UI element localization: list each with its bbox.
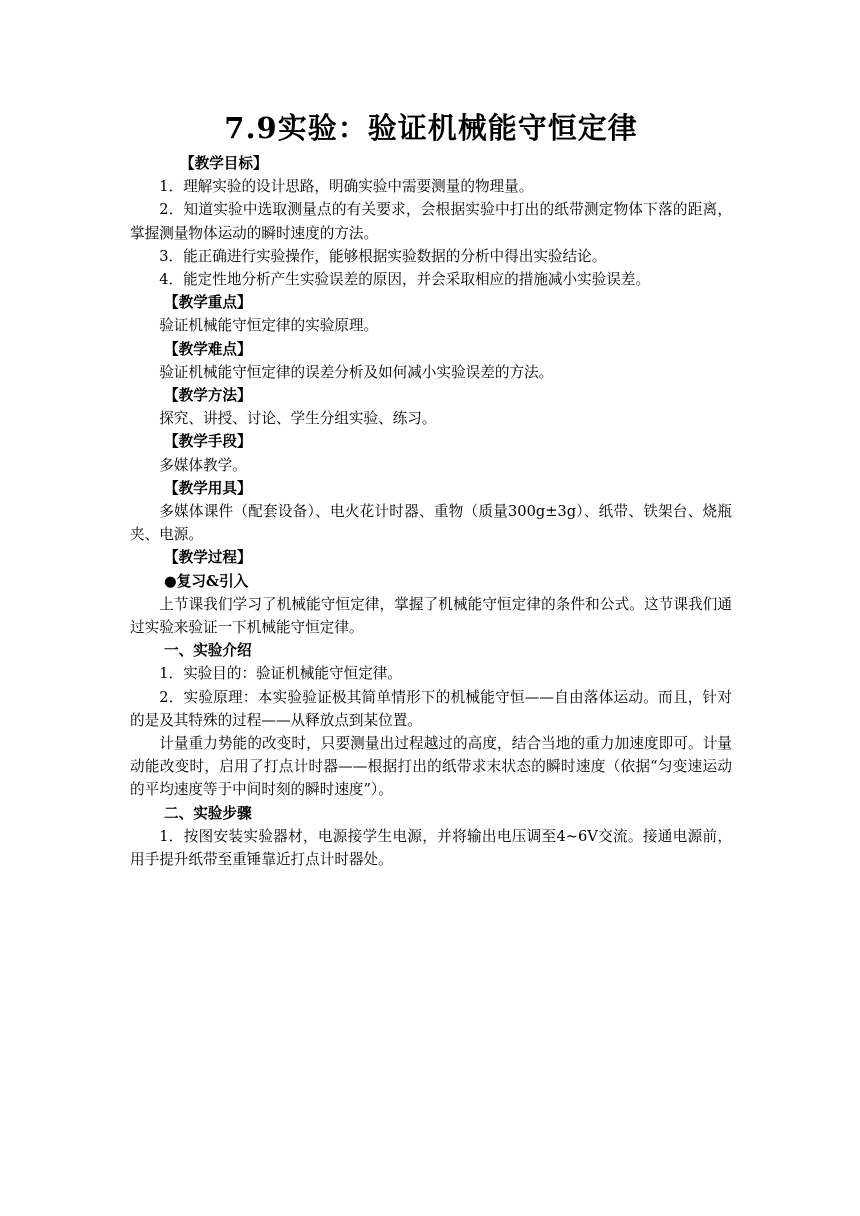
difficulty-text: 验证机械能守恒定律的误差分析及如何减小实验误差的方法。 (159, 363, 554, 381)
tools-text: 多媒体课件（配套设备）、电火花计时器、重物（质量300g±3g）、纸带、铁架台、烧瓶夹、电源。 (130, 503, 732, 544)
section2-item: 1．按图安装实验器材，电源接学生电源，并将输出电压调至4~6V交流。接通电源前，用手提升纸带至重锤靠近打点计时器处。 (130, 827, 732, 869)
method-heading: 【教学方法】 (164, 387, 252, 405)
document-body (130, 106, 732, 871)
difficulty-heading: 【教学难点】 (164, 340, 252, 358)
section1-heading: 一、实验介绍 (164, 642, 252, 660)
objective-item: 1．理解实验的设计思路，明确实验中需要测量的物理量。 (159, 178, 534, 196)
means-heading: 【教学手段】 (164, 433, 252, 451)
objective-item: 3．能正确进行实验操作，能够根据实验数据的分析中得出实验结论。 (159, 247, 607, 265)
objective-item: 2．知道实验中选取测量点的有关要求，会根据实验中打出的纸带测定物体下落的距离，掌握测量物体运动的瞬时速度的方法。 (130, 201, 732, 242)
section1-item: 2．实验原理：本实验验证极其简单情形下的机械能守恒——自由落体运动。而且，针对的是及其特殊的过程——从释放点到某位置。 (130, 688, 732, 729)
objective-item: 4．能定性地分析产生实验误差的原因，并会采取相应的措施减小实验误差。 (159, 271, 651, 289)
objectives-heading: 【教学目标】 (180, 155, 268, 172)
process-heading: 【教学过程】 (164, 549, 252, 567)
key-points-text: 验证机械能守恒定律的实验原理。 (159, 317, 379, 335)
means-text: 多媒体教学。 (159, 456, 247, 474)
key-points-heading: 【教学重点】 (164, 294, 252, 312)
review-text: 上节课我们学习了机械能守恒定律，掌握了机械能守恒定律的条件和公式。这节课我们通过实验来验证一下机械能守恒定律。 (130, 595, 732, 637)
page-title: 7.9实验：验证机械能守恒定律 (224, 111, 638, 145)
review-heading: ●复习&引入 (164, 572, 249, 590)
tools-heading: 【教学用具】 (164, 479, 252, 497)
section2-heading: 二、实验步骤 (164, 804, 252, 822)
section1-item: 1．实验目的：验证机械能守恒定律。 (159, 665, 402, 683)
method-text: 探究、讲授、讨论、学生分组实验、练习。 (159, 410, 437, 428)
section1-item: 计量重力势能的改变时，只要测量出过程越过的高度，结合当地的重力加速度即可。计量动能改变时，启用了打点计时器——根据打出的纸带求末状态的瞬时速度（依据“匀变速运动的平均速度等于中间时刻的瞬时速度”）。 (130, 735, 732, 799)
